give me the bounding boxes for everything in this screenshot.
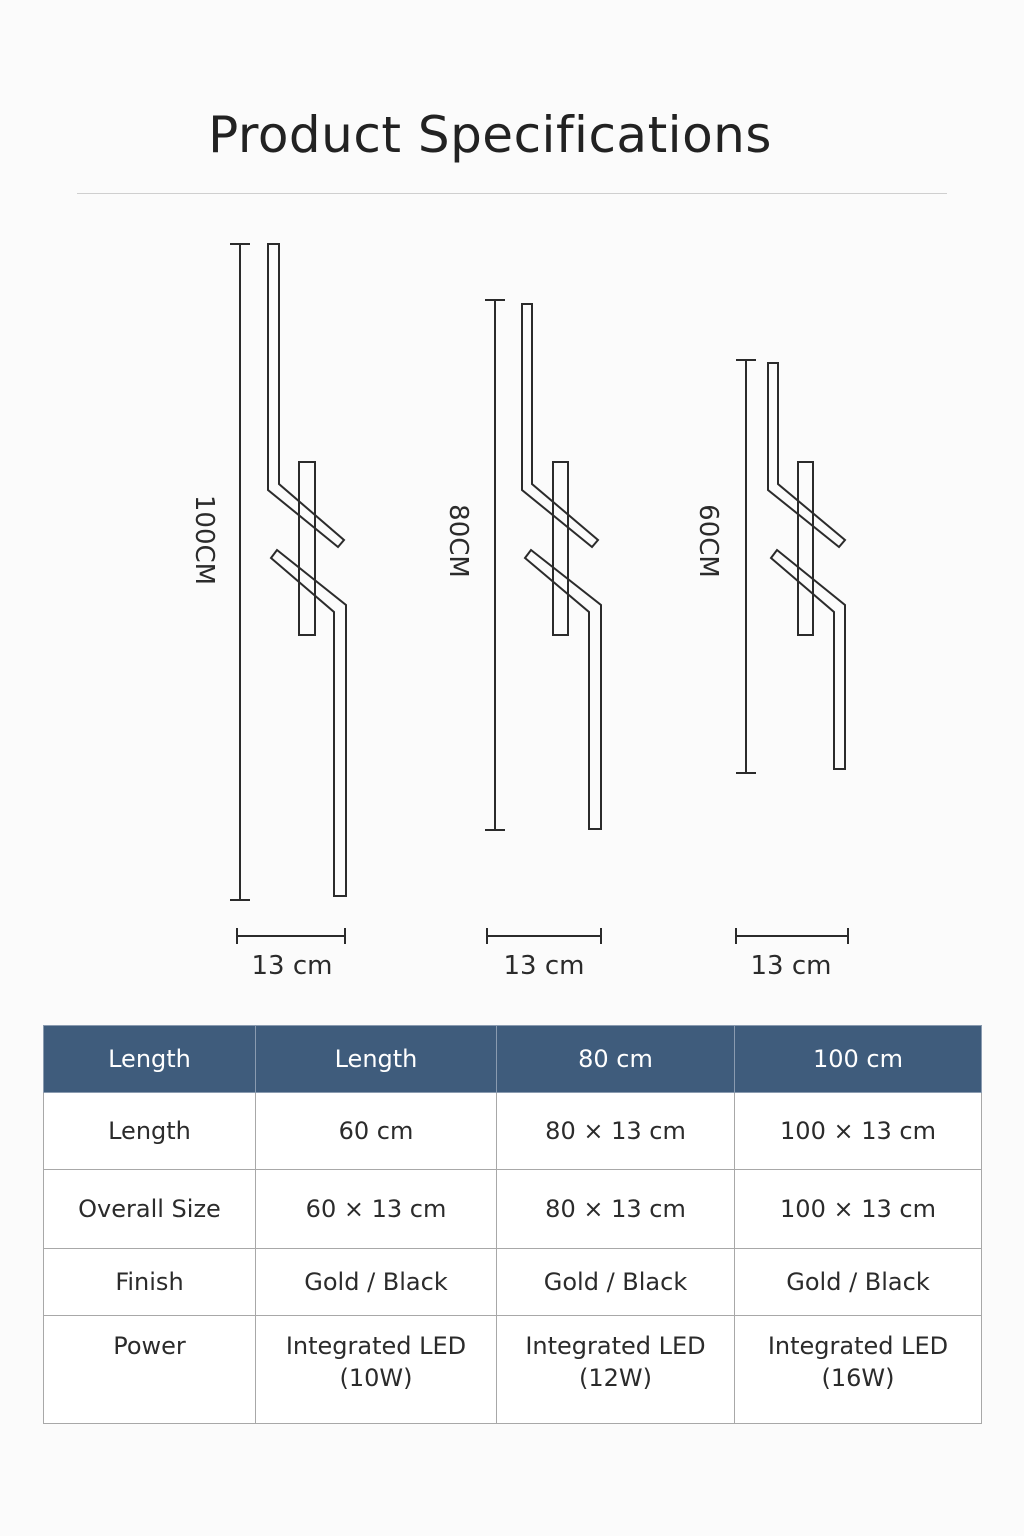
table-cell	[256, 1316, 497, 1424]
table-cell	[735, 1316, 982, 1424]
lamp-center-bar	[299, 462, 315, 635]
height-label-100: 100CM	[189, 494, 219, 586]
lamp-diagram-60	[736, 360, 848, 944]
lamp-lower-arm	[525, 550, 601, 829]
cell-text: 100 × 13 cm	[780, 1117, 936, 1145]
header-cell: Length	[44, 1026, 256, 1093]
cell-text: 80 × 13 cm	[545, 1117, 686, 1145]
cell-text: Integrated LED	[525, 1332, 706, 1360]
height-dimension-line	[230, 244, 250, 900]
table-cell	[735, 1170, 982, 1249]
header-cell: 80 cm	[497, 1026, 735, 1093]
height-dimension-line	[485, 300, 505, 830]
table-cell	[735, 1093, 982, 1170]
table-row	[44, 1249, 982, 1316]
lamp-lower-arm	[771, 550, 845, 769]
lamp-diagram-80	[485, 300, 601, 944]
cell-text: 60 cm	[338, 1117, 414, 1145]
table-cell	[497, 1249, 735, 1316]
table-row	[44, 1316, 982, 1424]
cell-text: 60 × 13 cm	[305, 1195, 447, 1223]
lamp-diagram-100	[230, 244, 346, 944]
row-label: Overall Size	[44, 1170, 256, 1249]
cell-text: 100 × 13 cm	[780, 1195, 936, 1223]
page-title: Product Specifications	[208, 106, 772, 164]
header-cell: 100 cm	[735, 1026, 982, 1093]
cell-text: Gold / Black	[304, 1268, 448, 1296]
lamp-center-bar	[798, 462, 813, 635]
row-label: Power	[44, 1316, 256, 1424]
cell-text: Integrated LED	[767, 1332, 949, 1360]
width-label-3: 13 cm	[750, 951, 832, 981]
header-cell: Length	[256, 1026, 497, 1093]
height-label-80: 80CM	[443, 504, 473, 578]
table-cell	[497, 1170, 735, 1249]
lamp-lower-arm	[271, 550, 346, 896]
lamp-upper-arm	[522, 304, 598, 547]
table-cell	[497, 1093, 735, 1170]
row-label: Length	[44, 1093, 256, 1170]
width-dimension-line	[487, 928, 601, 944]
height-dimension-line	[736, 360, 756, 773]
cell-text: (10W)	[339, 1364, 413, 1392]
cell-text: Integrated LED	[285, 1332, 467, 1360]
width-label-1: 13 cm	[251, 951, 333, 981]
lamp-upper-arm	[268, 244, 344, 547]
spec-table	[43, 1025, 982, 1424]
cell-text: 80 × 13 cm	[545, 1195, 686, 1223]
table-cell	[735, 1249, 982, 1316]
width-label-2: 13 cm	[503, 951, 585, 981]
lamp-upper-arm	[768, 363, 845, 547]
table-row	[44, 1170, 982, 1249]
table-cell	[497, 1316, 735, 1424]
cell-text: Gold / Black	[543, 1268, 688, 1296]
table-cell	[256, 1093, 497, 1170]
table-row	[44, 1093, 982, 1170]
height-label-60: 60CM	[693, 504, 723, 578]
cell-text: (12W)	[579, 1364, 652, 1392]
table-header-row	[44, 1026, 982, 1093]
table-cell	[256, 1249, 497, 1316]
cell-text: Gold / Black	[786, 1268, 930, 1296]
width-dimension-line	[736, 928, 848, 944]
row-label: Finish	[44, 1249, 256, 1316]
width-dimension-line	[237, 928, 345, 944]
table-cell	[256, 1170, 497, 1249]
lamp-center-bar	[553, 462, 568, 635]
cell-text: (16W)	[821, 1364, 895, 1392]
